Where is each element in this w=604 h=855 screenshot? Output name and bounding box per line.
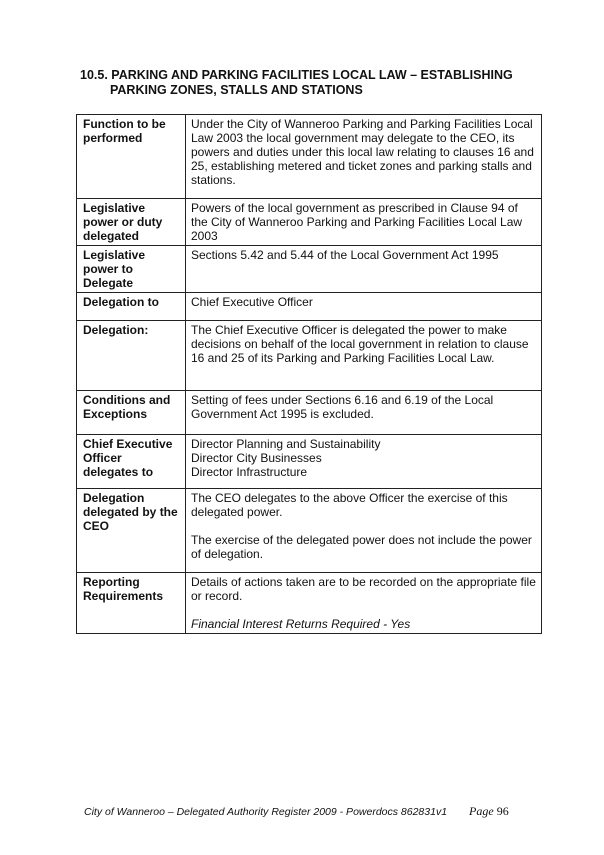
footer-text: City of Wanneroo – Delegated Authority Register 2009 - Powerdocs 862831v1 <box>84 806 448 818</box>
row-value-text: Details of actions taken are to be recorded on the appropriate file or record. <box>191 575 536 603</box>
row-label: Delegation to <box>77 293 186 321</box>
row-value <box>186 573 542 634</box>
table-row <box>77 199 542 246</box>
table-row <box>77 246 542 293</box>
delegate-line: Director Planning and Sustainability <box>191 437 381 451</box>
row-value-text: The Chief Executive Officer is delegated the power to make decisions on behalf of the local government in relation to clause 16 and 25 of its Parking and Parking Facilities Local Law. <box>191 323 529 365</box>
delegate-line: Director City Businesses <box>191 451 322 465</box>
row-value-text: Sections 5.42 and 5.44 of the Local Government Act 1995 <box>191 248 499 262</box>
row-value <box>186 321 542 391</box>
section-title-line-2: PARKING ZONES, STALLS AND STATIONS <box>110 83 363 97</box>
row-value <box>186 199 542 246</box>
row-value <box>186 246 542 293</box>
table-row <box>77 293 542 321</box>
row-value-text: Setting of fees under Sections 6.16 and 6.19 of the Local Government Act 1995 is excluded. <box>191 393 494 421</box>
section-number: 10.5. <box>80 68 108 82</box>
row-value-text: Powers of the local government as prescribed in Clause 94 of the City of Wanneroo Parking and Parking Facilities Local Law 2003 <box>191 201 523 243</box>
delegation-table <box>76 114 542 634</box>
row-label: Delegation: <box>77 321 186 391</box>
row-value-text: The exercise of the delegated power does not include the power of delegation. <box>191 533 532 561</box>
row-value-text: The CEO delegates to the above Officer the exercise of this delegated power. <box>191 491 508 519</box>
delegate-line: Director Infrastructure <box>191 465 308 479</box>
table-row <box>77 321 542 391</box>
section-title-line-1: PARKING AND PARKING FACILITIES LOCAL LAW – ESTABLISHING <box>111 68 513 82</box>
page-label: Page <box>469 804 494 818</box>
financial-interest-note: Financial Interest Returns Required - Yes <box>191 617 411 631</box>
page-footer <box>84 804 509 819</box>
table-row <box>77 489 542 573</box>
row-value <box>186 115 542 199</box>
row-label: Delegation delegated by the CEO <box>77 489 186 573</box>
table-row <box>77 115 542 199</box>
row-value <box>186 489 542 573</box>
row-value <box>186 435 542 489</box>
table-row <box>77 391 542 435</box>
row-value-text: Chief Executive Officer <box>191 295 313 309</box>
page-number-block <box>469 804 509 818</box>
row-label: Conditions and Exceptions <box>77 391 186 435</box>
page-number: 96 <box>496 804 509 818</box>
table-row <box>77 435 542 489</box>
row-label: Legislative power to Delegate <box>77 246 186 293</box>
table-row <box>77 573 542 634</box>
section-heading <box>80 68 540 98</box>
row-value-text: Under the City of Wanneroo Parking and Parking Facilities Local Law 2003 the local government may delegate to the CEO, its powers and duties under this local law relating to clauses 16 and 25, establishing metered and ticket zones and parking stalls and stations. <box>191 117 534 187</box>
row-label: Legislative power or duty delegated <box>77 199 186 246</box>
row-label: Function to be performed <box>77 115 186 199</box>
row-label: Reporting Requirements <box>77 573 186 634</box>
row-value <box>186 293 542 321</box>
row-value <box>186 391 542 435</box>
row-label: Chief Executive Officer delegates to <box>77 435 186 489</box>
